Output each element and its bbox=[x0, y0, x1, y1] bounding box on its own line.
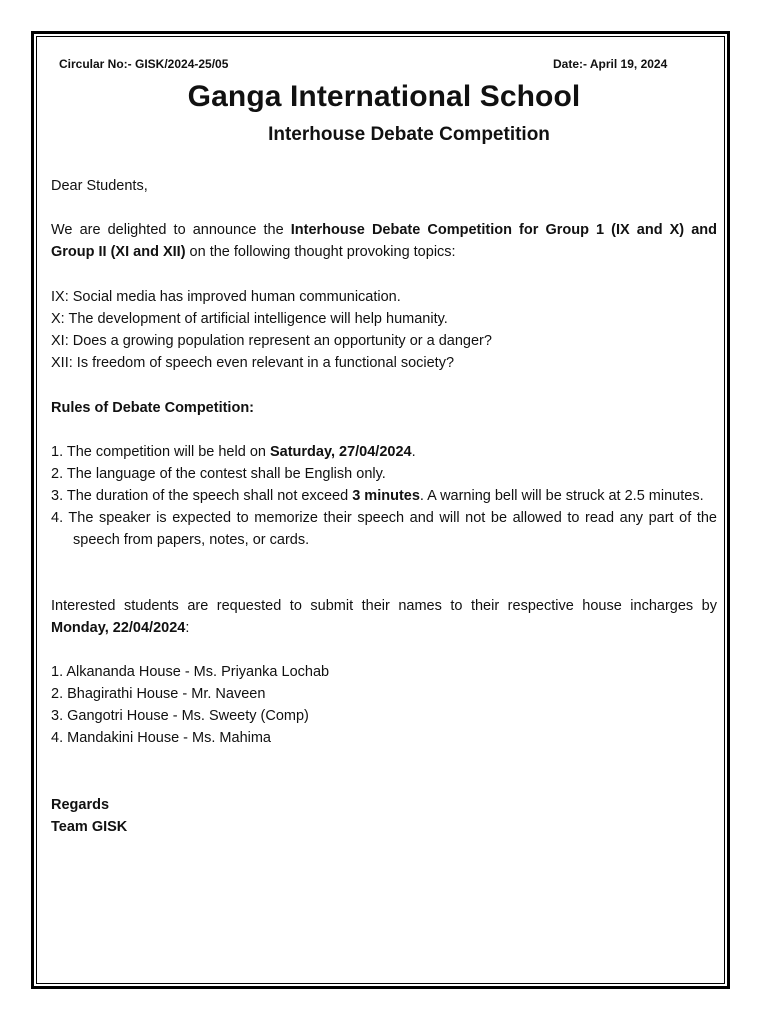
rule-3-text-end: . A warning bell will be struck at 2.5 minutes. bbox=[419, 488, 704, 504]
school-name: Ganga International School bbox=[187, 80, 581, 113]
closing-signature: Team GISK bbox=[51, 819, 128, 835]
topic-item: XII: Is freedom of speech even relevant in a functional society? bbox=[51, 355, 455, 371]
house-incharge-list bbox=[51, 661, 717, 749]
salutation: Dear Students, bbox=[51, 178, 148, 194]
closing-regards: Regards bbox=[51, 797, 110, 813]
intro-paragraph bbox=[51, 219, 717, 263]
rule-1-text-start: 1. The competition will be held on bbox=[51, 444, 270, 460]
submission-paragraph bbox=[51, 595, 717, 639]
topics-list bbox=[51, 286, 717, 374]
submission-text-end: : bbox=[185, 620, 190, 636]
intro-text-end: on the following thought provoking topics: bbox=[185, 244, 456, 260]
intro-text-bold: Interhouse Debate Competition for Group 1 (IX and X) and Group II (XI and XII) bbox=[51, 222, 717, 260]
topic-item: IX: Social media has improved human communication. bbox=[51, 289, 401, 305]
topic-item: X: The development of artificial intelligence will help humanity. bbox=[51, 311, 448, 327]
submission-text-start: Interested students are requested to submit their names to their respective house incharges by bbox=[51, 598, 717, 614]
closing bbox=[51, 794, 717, 838]
circular-date: Date:- April 19, 2024 bbox=[553, 57, 668, 71]
rule-3-text-start: 3. The duration of the speech shall not exceed bbox=[51, 488, 353, 504]
rules-heading bbox=[51, 397, 717, 419]
rule-item bbox=[51, 485, 717, 507]
document-subtitle: Interhouse Debate Competition bbox=[268, 124, 550, 145]
rule-item bbox=[51, 441, 717, 463]
circular-number: Circular No:- GISK/2024-25/05 bbox=[59, 57, 229, 71]
house-item: 2. Bhagirathi House - Mr. Naveen bbox=[51, 686, 266, 702]
rules-list bbox=[51, 441, 717, 551]
rule-1-date: Saturday, 27/04/2024 bbox=[269, 444, 412, 460]
rule-1-text-end: . bbox=[411, 444, 416, 460]
rules-heading-text: Rules of Debate Competition: bbox=[51, 400, 255, 416]
submission-deadline: Monday, 22/04/2024 bbox=[51, 620, 186, 636]
rule-item: 4. The speaker is expected to memorize their speech and will not be allowed to read any part of the speech from papers, notes, or cards. bbox=[51, 510, 717, 548]
house-item: 4. Mandakini House - Ms. Mahima bbox=[51, 730, 271, 746]
intro-text-start: We are delighted to announce the bbox=[51, 222, 291, 238]
topic-item: XI: Does a growing population represent an opportunity or a danger? bbox=[51, 333, 492, 349]
house-item: 1. Alkananda House - Ms. Priyanka Lochab bbox=[51, 664, 330, 680]
rule-3-duration: 3 minutes bbox=[352, 488, 420, 504]
rule-item: 2. The language of the contest shall be English only. bbox=[51, 466, 386, 482]
house-item: 3. Gangotri House - Ms. Sweety (Comp) bbox=[51, 708, 309, 724]
